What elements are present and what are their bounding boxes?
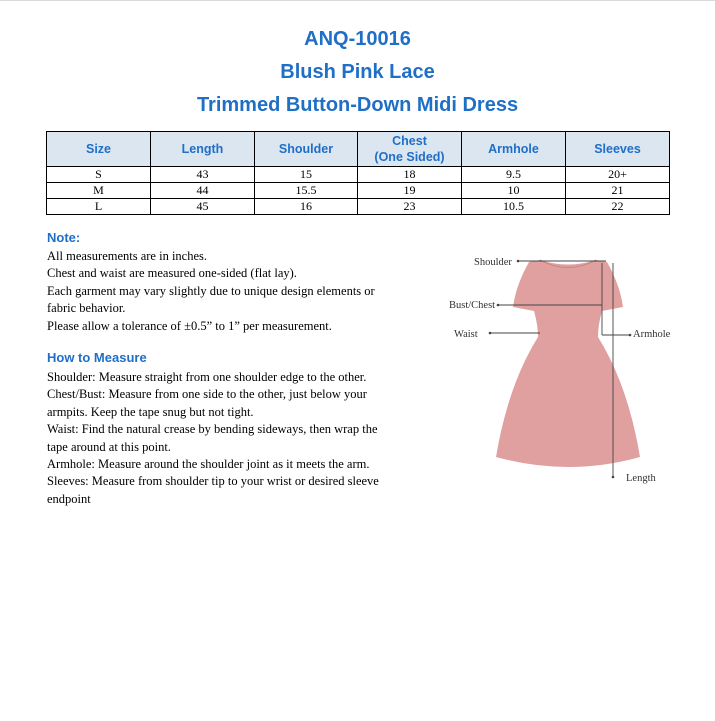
cell-length: 45: [151, 199, 255, 215]
how-to-line: Waist: Find the natural crease by bending sideways, then wrap the: [47, 422, 378, 437]
cell-armhole: 10.5: [462, 199, 566, 215]
how-to-measure-text: [47, 369, 427, 508]
cell-size: L: [47, 199, 151, 215]
header-length: Length: [151, 132, 255, 167]
cell-length: 43: [151, 167, 255, 183]
product-code: ANQ-10016: [304, 28, 411, 50]
header-chest-line2: (One Sided): [374, 150, 445, 164]
size-chart-table: [46, 131, 670, 215]
armhole-dot-right: [629, 334, 632, 337]
dress-silhouette: [496, 260, 640, 467]
how-to-line: tape around at this point.: [47, 439, 171, 454]
cell-shoulder: 15.5: [255, 183, 358, 199]
table-row: [47, 183, 670, 199]
label-shoulder: Shoulder: [474, 257, 512, 268]
shoulder-dot-left: [517, 260, 520, 263]
how-to-line: armpits. Keep the tape snug but not tight.: [47, 404, 254, 419]
note-heading: Note:: [47, 230, 81, 245]
bust-dot-left: [497, 304, 500, 307]
top-rule: [0, 0, 715, 6]
how-to-line: Shoulder: Measure straight from one shoulder edge to the other.: [47, 370, 367, 384]
header-armhole: Armhole: [462, 132, 566, 167]
cell-chest: 19: [358, 183, 462, 199]
cell-length: 44: [151, 183, 255, 199]
how-to-measure-heading: How to Measure: [47, 350, 147, 365]
header-chest: [358, 132, 462, 167]
table-header-row: [47, 132, 670, 167]
note-text: [47, 248, 427, 335]
label-length: Length: [626, 473, 656, 484]
cell-shoulder: 15: [255, 167, 358, 183]
how-to-line: Armhole: Measure around the shoulder joint as it meets the arm.: [47, 457, 370, 472]
label-waist: Waist: [454, 329, 478, 340]
note-line: Please allow a tolerance of ±0.5” to 1” per measurement.: [47, 318, 332, 333]
table-row: [47, 167, 670, 183]
note-line: Each garment may vary slightly due to unique design elements or: [47, 283, 375, 298]
waist-dot-left: [489, 332, 492, 335]
label-bust-chest: Bust/Chest: [449, 300, 496, 311]
cell-sleeves: 22: [566, 199, 670, 215]
how-to-line: Sleeves: Measure from shoulder tip to your wrist or desired sleeve: [47, 474, 379, 489]
length-dot-bottom: [612, 476, 615, 479]
note-line: All measurements are in inches.: [47, 249, 208, 263]
title-block: [0, 24, 715, 123]
product-name-line2: Trimmed Button-Down Midi Dress: [196, 94, 519, 116]
cell-armhole: 9.5: [462, 167, 566, 183]
header-sleeves: Sleeves: [566, 132, 670, 167]
header-shoulder: Shoulder: [255, 132, 358, 167]
table-row: [47, 199, 670, 215]
cell-armhole: 10: [462, 183, 566, 199]
cell-chest: 18: [358, 167, 462, 183]
label-armhole: Armhole: [633, 329, 671, 340]
note-line: Chest and waist are measured one-sided (flat lay).: [47, 266, 297, 281]
measurement-diagram: [440, 245, 680, 495]
cell-sleeves: 20+: [566, 167, 670, 183]
cell-size: M: [47, 183, 151, 199]
product-name-line1: Blush Pink Lace: [280, 61, 435, 83]
header-size: Size: [47, 132, 151, 167]
note-line: fabric behavior.: [47, 301, 126, 316]
how-to-line: Chest/Bust: Measure from one side to the other, just below your: [47, 387, 367, 402]
how-to-line: endpoint: [47, 491, 91, 506]
header-chest-line1: Chest: [392, 134, 427, 148]
cell-chest: 23: [358, 199, 462, 215]
dress-diagram-svg: [440, 245, 680, 495]
cell-sleeves: 21: [566, 183, 670, 199]
cell-size: S: [47, 167, 151, 183]
cell-shoulder: 16: [255, 199, 358, 215]
